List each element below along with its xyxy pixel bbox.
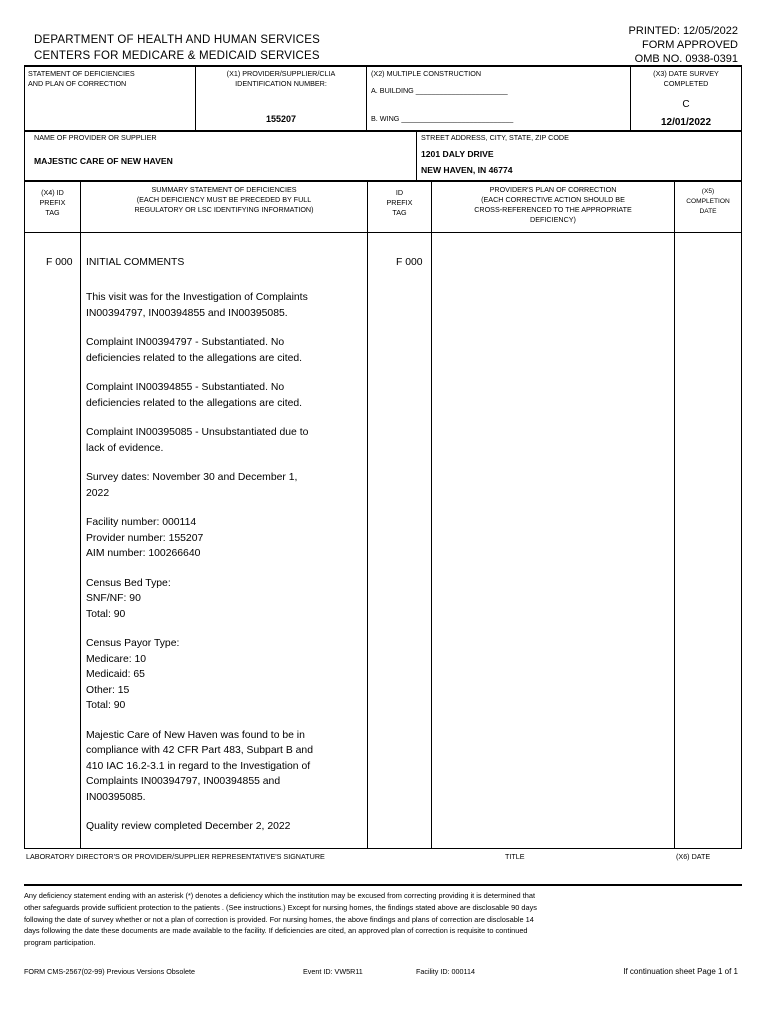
tag-right: F 000 [396, 257, 423, 268]
top-rule [24, 65, 742, 67]
para-visit: This visit was for the Investigation of Complaints IN00394797, IN00394855 and IN00395085. [86, 292, 308, 319]
x2-building: A. BUILDING _______________________ [371, 86, 508, 95]
left-border [24, 65, 25, 848]
para-census-bed: Census Bed Type: SNF/NF: 90 Total: 90 [86, 577, 171, 620]
survey-date: 12/01/2022 [660, 117, 712, 128]
x3-label: (X3) DATE SURVEY COMPLETED [653, 69, 719, 88]
col-divider-3 [431, 181, 432, 848]
col-divider-1 [80, 181, 81, 848]
col-divider-2 [367, 181, 368, 848]
x1-label: (X1) PROVIDER/SUPPLIER/CLIA IDENTIFICATION NUMBER: [226, 69, 336, 88]
form-meta [629, 24, 738, 66]
continuation-page: If continuation sheet Page 1 of 1 [623, 967, 738, 976]
provider-label: NAME OF PROVIDER OR SUPPLIER [34, 133, 157, 142]
para-compliance: Majestic Care of New Haven was found to be in compliance with 42 CFR Part 483, Subpart B and 410 IAC 16.2-3.1 in regard to the Investigation of Complaints IN00394797, IN00394855 and IN00395085. [86, 729, 313, 803]
signature-date: (X6) DATE [676, 852, 711, 861]
department-name: DEPARTMENT OF HEALTH AND HUMAN SERVICES [34, 34, 320, 46]
omb-number: OMB NO. 0938-0391 [634, 53, 738, 65]
right-border [741, 65, 742, 848]
para-census-payor: Census Payor Type: Medicare: 10 Medicaid: 65 Other: 15 Total: 90 [86, 638, 180, 711]
signature-bottom-rule [24, 884, 742, 886]
statement-label: STATEMENT OF DEFICIENCIES AND PLAN OF CORRECTION [28, 69, 135, 88]
agency-header [34, 32, 320, 64]
col-divider-4 [674, 181, 675, 848]
disclaimer: Any deficiency statement ending with an asterisk (*) denotes a deficiency which the institution may be excused from correcting providing it is determined that other safeguards provide sufficient protection to the patients . (See instructions.) Except for nursing homes, the findings stated above are disclosable 90 days following the date of survey whether or not a plan of correction is provided. For nursing homes, the above findings and plans of correction are disclosable 14 days following the date these documents are made available to the facility. If deficiencies are cited, an approved plan of correction is requisite to continued program participation. [24, 891, 537, 948]
entry-body [86, 290, 361, 849]
signature-label: LABORATORY DIRECTOR'S OR PROVIDER/SUPPLIER REPRESENTATIVE'S SIGNATURE [26, 852, 325, 861]
para-complaint-3: Complaint IN00395085 - Unsubstantiated due to lack of evidence. [86, 427, 309, 454]
address-label: STREET ADDRESS, CITY, STATE, ZIP CODE [421, 133, 569, 142]
facility-id: Facility ID: 000114 [416, 967, 475, 976]
divider-x2 [366, 65, 367, 130]
para-numbers: Facility number: 000114 Provider number: 155207 AIM number: 100266640 [86, 517, 204, 559]
centers-name: CENTERS FOR MEDICARE & MEDICAID SERVICES [34, 50, 320, 62]
col-header-plan: PROVIDER'S PLAN OF CORRECTION (EACH CORRECTIVE ACTION SHOULD BE CROSS-REFERENCED TO THE APPROPRIATE DEFICIENCY) [474, 185, 632, 224]
x2-wing: B. WING ____________________________ [371, 114, 514, 123]
provider-name: MAJESTIC CARE OF NEW HAVEN [34, 156, 173, 166]
col-header-summary: SUMMARY STATEMENT OF DEFICIENCIES (EACH DEFICIENCY MUST BE PRECEDED BY FULL REGULATORY OR LSC IDENTIFYING INFORMATION) [134, 185, 314, 214]
x2-label: (X2) MULTIPLE CONSTRUCTION [371, 69, 482, 78]
col-header-id: ID PREFIX TAG [386, 188, 413, 217]
para-survey-dates: Survey dates: November 30 and December 1, 2022 [86, 472, 298, 499]
tag-left: F 000 [46, 257, 73, 268]
provider-id: 155207 [265, 114, 297, 124]
entry-title: INITIAL COMMENTS [86, 257, 185, 268]
signature-rule [24, 848, 742, 849]
column-header-rule [24, 232, 742, 233]
col-header-x4: (X4) ID PREFIX TAG [39, 188, 66, 217]
box-rule-1 [24, 130, 742, 132]
address-city: NEW HAVEN, IN 46774 [421, 165, 513, 175]
x3-code: C [682, 99, 690, 110]
printed-date: PRINTED: 12/05/2022 [628, 25, 738, 37]
address-street: 1201 DALY DRIVE [421, 149, 494, 159]
divider-address [416, 130, 417, 180]
form-approved: FORM APPROVED [642, 39, 738, 51]
para-complaint-1: Complaint IN00394797 - Substantiated. No deficiencies related to the allegations are cited. [86, 337, 303, 364]
para-quality: Quality review completed December 2, 2022 [86, 821, 291, 832]
event-id: Event ID: VW5R11 [303, 967, 363, 976]
form-number: FORM CMS-2567(02-99) Previous Versions Obsolete [24, 967, 195, 976]
box-rule-2 [24, 180, 742, 182]
para-complaint-2: Complaint IN00394855 - Substantiated. No deficiencies related to the allegations are cited. [86, 382, 303, 409]
signature-title: TITLE [505, 852, 525, 861]
col-header-x5: (X5) COMPLETION DATE [686, 188, 730, 215]
